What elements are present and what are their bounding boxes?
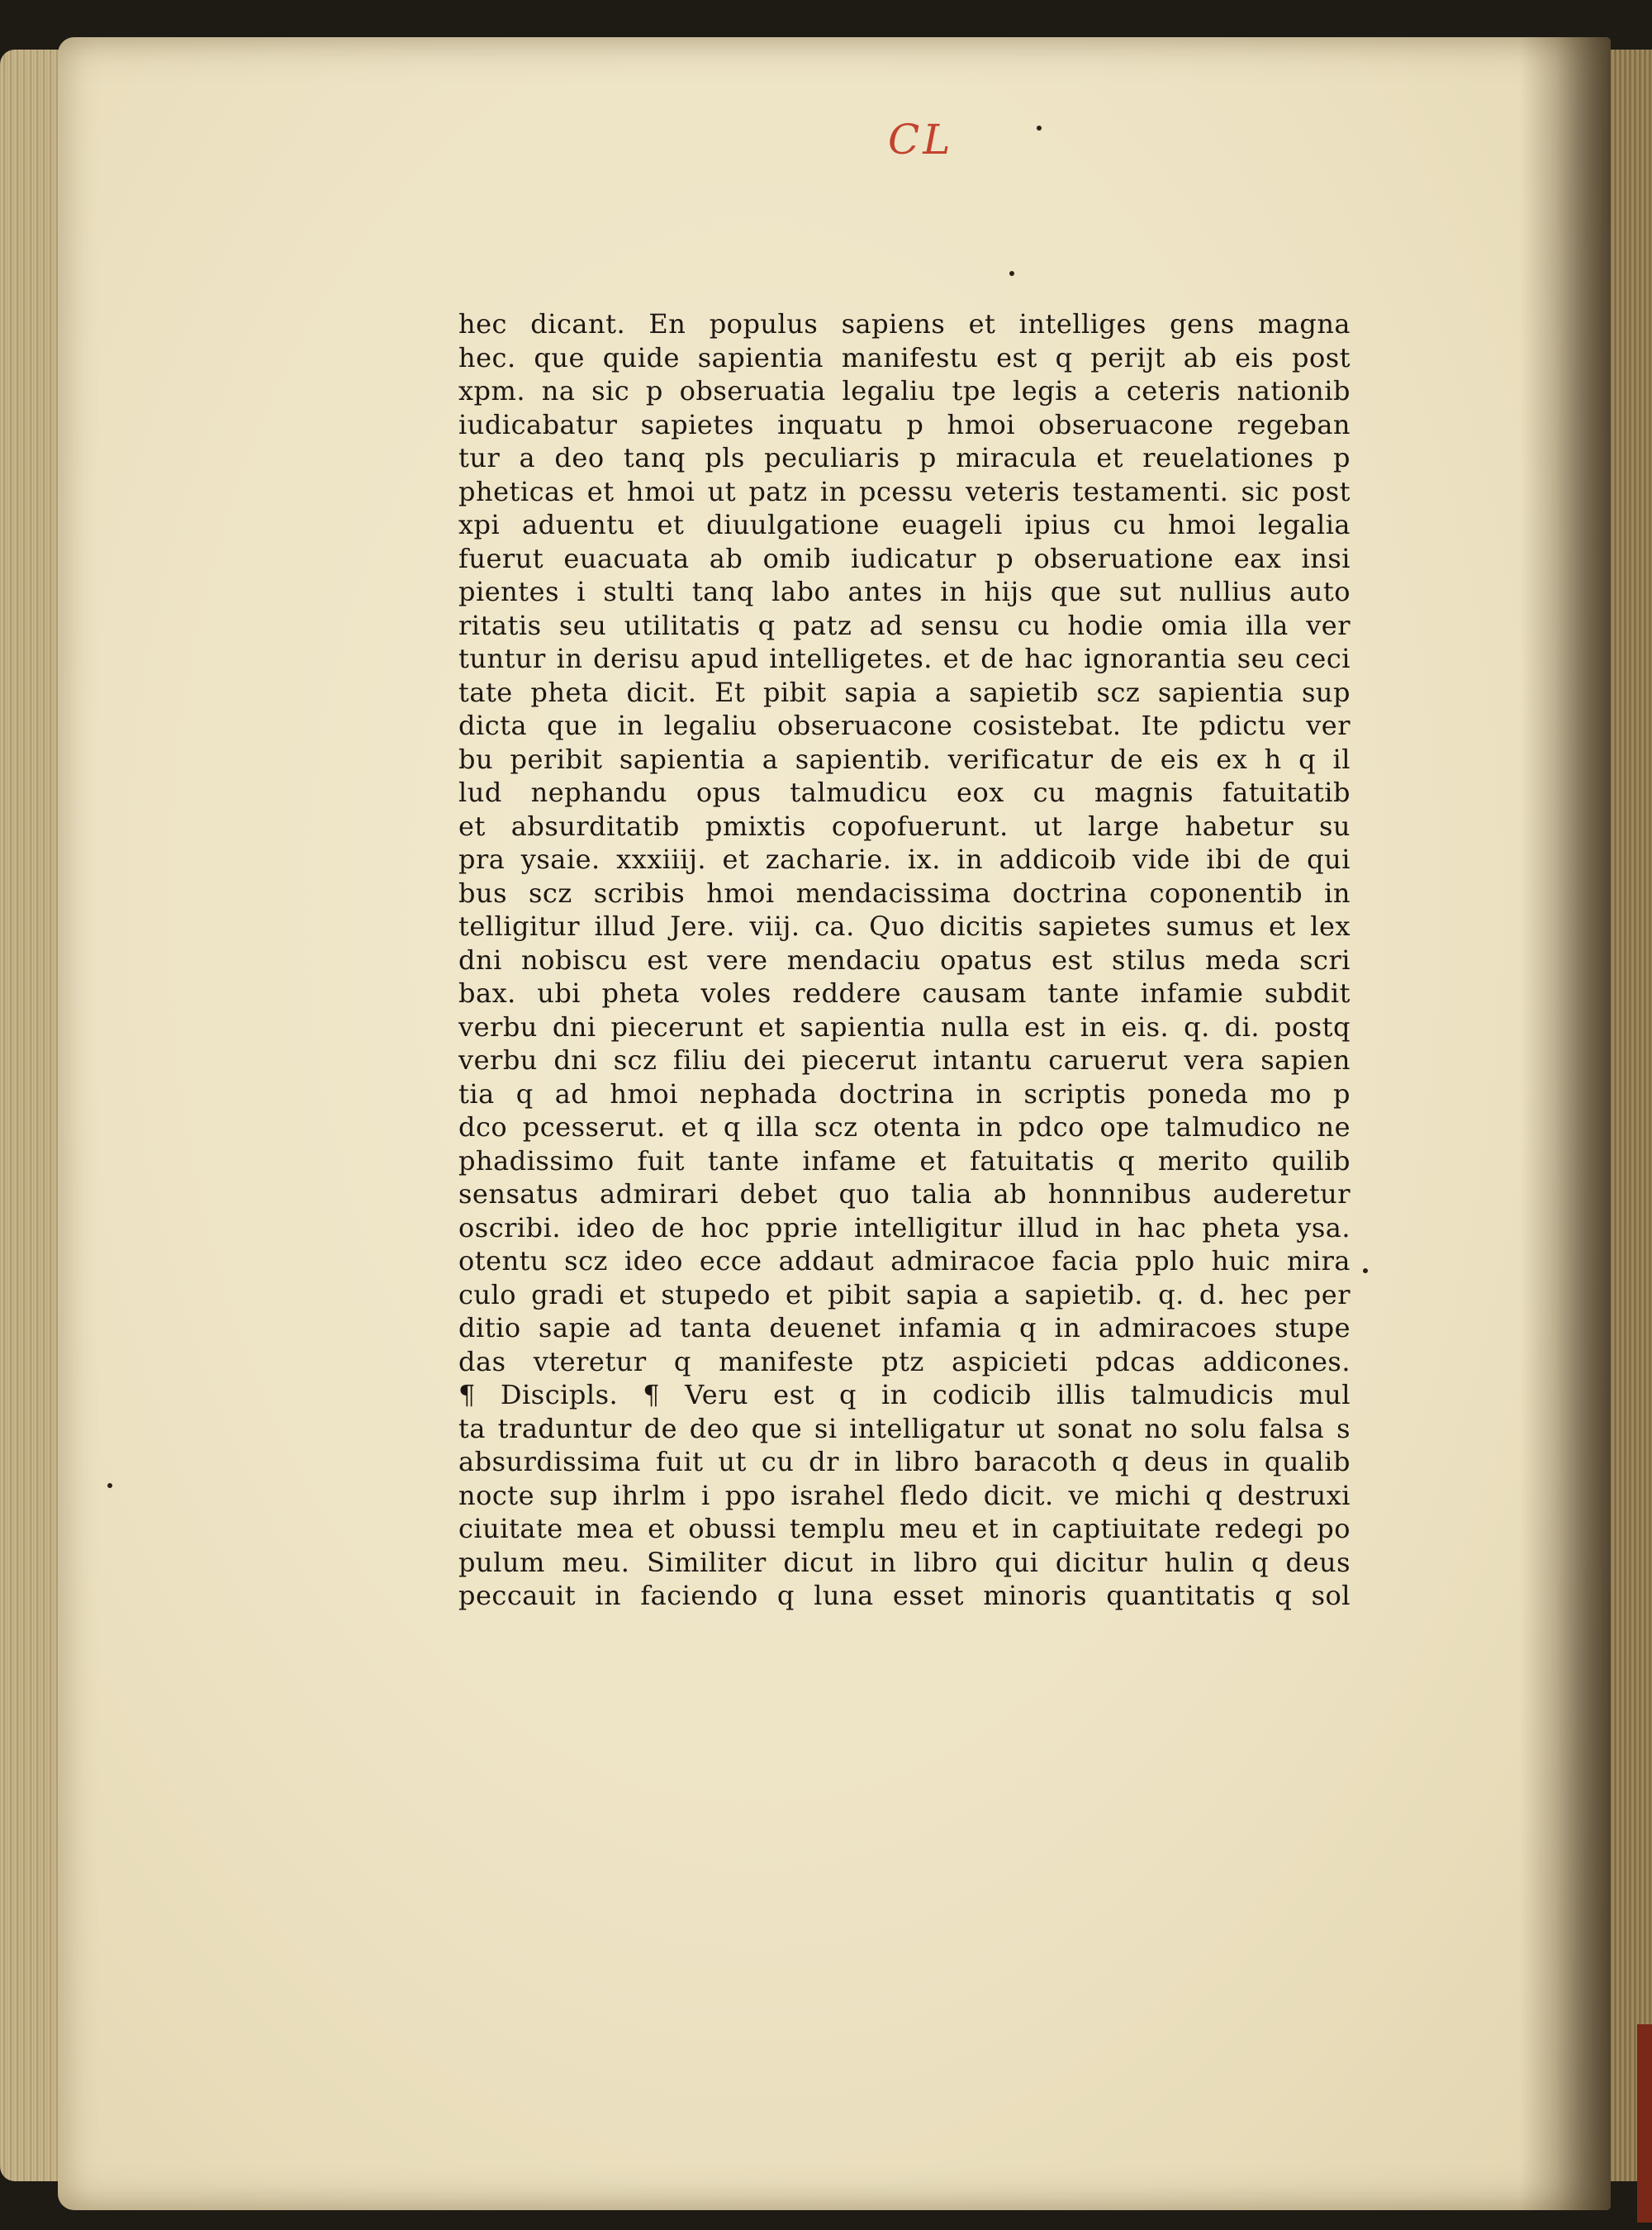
text-line: ¶ Discipls. ¶ Veru est q in codicib illis talmudicis mul <box>458 1379 1351 1410</box>
page-speck <box>1363 1268 1368 1273</box>
text-line: pheticas et hmoi ut patz in pcessu veteris testamenti. sic post <box>458 475 1351 507</box>
text-line: bax. ubi pheta voles reddere causam tante infamie subdit <box>458 977 1351 1009</box>
text-line: phadissimo fuit tante infame et fatuitatis q merito quilib <box>458 1144 1351 1177</box>
text-line: ciuitate mea et obussi templu meu et in captiuitate redegi po <box>458 1513 1351 1544</box>
text-line: pra ysaie. xxxiiij. et zacharie. ix. in addicoib vide ibi de qui <box>458 844 1351 875</box>
page-gutter-shadow <box>1520 37 1611 2210</box>
text-line: absurdissima fuit ut cu dr in libro baracoth q deus in qualib <box>458 1446 1351 1477</box>
text-line: tate pheta dicit. Et pibit sapia a sapietib scz sapientia sup <box>458 676 1351 708</box>
text-line: hec. que quide sapientia manifestu est q perijt ab eis post <box>458 341 1351 373</box>
text-line: ditio sapie ad tanta deuenet infamia q in admiracoes stupe <box>458 1312 1351 1343</box>
text-line: xpi aduentu et diuulgatione euageli ipius cu hmoi legalia <box>458 509 1351 540</box>
text-line: dco pcesserut. et q illa scz otenta in pdco ope talmudico ne <box>458 1111 1351 1143</box>
text-line: otentu scz ideo ecce addaut admiracoe facia pplo huic mira <box>458 1245 1351 1277</box>
page-speck <box>1009 271 1014 276</box>
body-text <box>458 307 1351 1613</box>
folio-number: CL <box>888 116 954 164</box>
text-line: et absurditatib pmixtis copofuerunt. ut large habetur su <box>458 810 1351 842</box>
text-line: telligitur illud Jere. viij. ca. Quo dicitis sapietes sumus et lex <box>458 911 1351 942</box>
text-line: lud nephandu opus talmudicu eox cu magnis fatuitatib <box>458 777 1351 808</box>
text-line: bu peribit sapientia a sapientib. verificatur de eis ex h q il <box>458 743 1351 775</box>
text-line: peccauit in faciendo q luna esset minoris quantitatis q sol <box>458 1580 1351 1611</box>
facing-cover-edge <box>1637 2024 1652 2223</box>
text-line: fuerut euacuata ab omib iudicatur p obseruatione eax insi <box>458 542 1351 574</box>
text-line: ta traduntur de deo que si intelligatur ut sonat no solu falsa s <box>458 1412 1351 1444</box>
page-speck <box>1037 126 1042 131</box>
text-line: dicta que in legaliu obseruacone cosistebat. Ite pdictu ver <box>458 710 1351 741</box>
page-speck <box>107 1483 112 1488</box>
text-line: culo gradi et stupedo et pibit sapia a sapietib. q. d. hec per <box>458 1278 1351 1310</box>
facing-page-edge <box>1611 50 1652 2181</box>
text-line: verbu dni piecerunt et sapientia nulla est in eis. q. di. postq <box>458 1010 1351 1043</box>
text-line: pulum meu. Similiter dicut in libro qui dicitur hulin q deus <box>458 1546 1351 1578</box>
text-line: iudicabatur sapietes inquatu p hmoi obseruacone regeban <box>458 408 1351 440</box>
text-line: tur a deo tanq pls peculiaris p miracula et reuelationes p <box>458 442 1351 473</box>
text-line: pientes i stulti tanq labo antes in hijs que sut nullius auto <box>458 576 1351 607</box>
text-line: oscribi. ideo de hoc pprie intelligitur illud in hac pheta ysa. <box>458 1211 1351 1243</box>
text-line: tuntur in derisu apud intelligetes. et de hac ignorantia seu ceci <box>458 643 1351 674</box>
text-line: hec dicant. En populus sapiens et intelliges gens magna <box>458 308 1351 340</box>
text-line: tia q ad hmoi nephada doctrina in scriptis poneda mo p <box>458 1077 1351 1110</box>
text-line: das vteretur q manifeste ptz aspicieti pdcas addicones. <box>458 1345 1351 1377</box>
text-line: ritatis seu utilitatis q patz ad sensu cu hodie omia illa ver <box>458 609 1351 641</box>
text-line: nocte sup ihrlm i ppo israhel fledo dicit. ve michi q destruxi <box>458 1479 1351 1511</box>
text-line: xpm. na sic p obseruatia legaliu tpe legis a ceteris nationib <box>458 375 1351 407</box>
text-line: sensatus admirari debet quo talia ab honnnibus auderetur <box>458 1178 1351 1210</box>
text-line: bus scz scribis hmoi mendacissima doctrina coponentib in <box>458 877 1351 909</box>
text-line: verbu dni scz filiu dei piecerut intantu caruerut vera sapien <box>458 1044 1351 1076</box>
text-line: dni nobiscu est vere mendaciu opatus est stilus meda scri <box>458 944 1351 976</box>
